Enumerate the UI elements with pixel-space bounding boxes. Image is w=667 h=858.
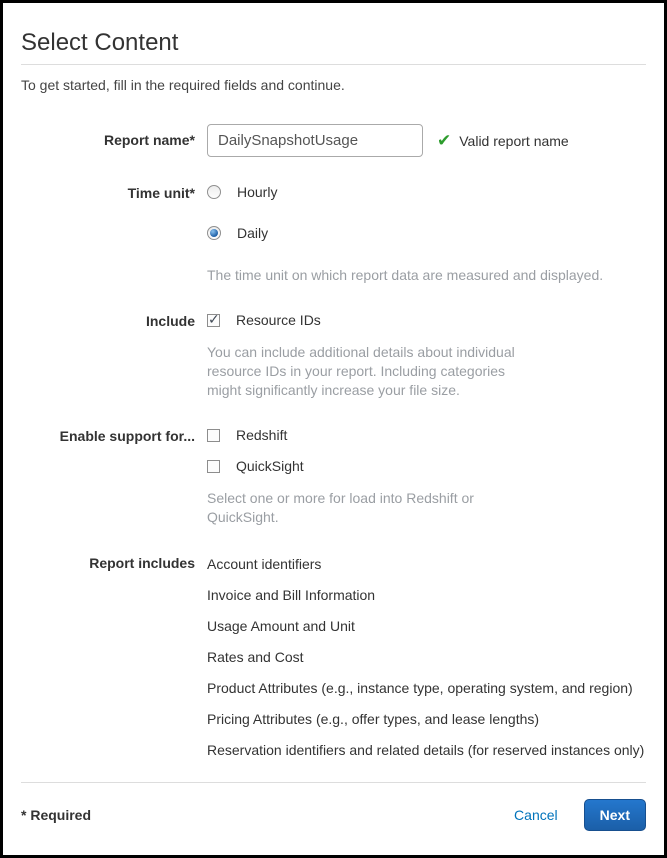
footer	[21, 782, 646, 855]
page-subtitle: To get started, fill in the required fields and continue.	[21, 77, 345, 93]
checkbox-quicksight-icon[interactable]	[207, 460, 220, 473]
report-includes-item: Reservation identifiers and related details (for reserved instances only)	[207, 742, 645, 758]
radio-daily-label: Daily	[237, 225, 269, 241]
enable-support-help: Select one or more for load into Redshift or QuickSight.	[207, 490, 474, 525]
report-name-row	[21, 124, 646, 157]
report-includes-item: Product Attributes (e.g., instance type, operating system, and region)	[207, 680, 633, 696]
page-title: Select Content	[21, 29, 179, 56]
report-includes-item: Usage Amount and Unit	[207, 618, 355, 634]
footer-actions	[514, 799, 646, 831]
report-name-input[interactable]	[207, 124, 423, 157]
validation-text: Valid report name	[459, 132, 569, 149]
check-icon: ✔	[437, 131, 452, 150]
time-unit-options	[207, 184, 646, 285]
report-name-content	[207, 124, 646, 157]
include-help: You can include additional details about individual resource IDs in your report. Including categories might significantly increase your file size.	[207, 344, 515, 398]
checkbox-redshift-label: Redshift	[236, 427, 288, 443]
include-row	[21, 312, 646, 400]
cancel-link[interactable]: Cancel	[514, 807, 558, 823]
checkbox-resource-ids-label: Resource IDs	[236, 312, 321, 328]
radio-option-daily[interactable]	[207, 225, 646, 241]
radio-daily-icon[interactable]	[207, 226, 221, 240]
report-includes-row	[21, 554, 646, 759]
page-body	[3, 29, 664, 759]
checkbox-resource-ids-icon[interactable]	[207, 314, 220, 327]
report-name-validation	[437, 132, 569, 149]
include-options	[207, 312, 646, 400]
report-includes-label: Report includes	[89, 555, 195, 571]
include-label: Include	[145, 313, 195, 329]
radio-option-hourly[interactable]	[207, 184, 646, 200]
time-unit-label: Time unit*	[127, 185, 195, 201]
time-unit-help: The time unit on which report data are measured and displayed.	[207, 267, 604, 283]
radio-hourly-icon[interactable]	[207, 185, 221, 199]
report-includes-item: Pricing Attributes (e.g., offer types, and lease lengths)	[207, 711, 540, 727]
enable-support-row	[21, 427, 646, 527]
report-includes-item: Account identifiers	[207, 556, 322, 572]
next-button[interactable]: Next	[584, 799, 646, 831]
title-divider	[21, 64, 646, 65]
checkbox-redshift-icon[interactable]	[207, 429, 220, 442]
checkbox-option-resource-ids[interactable]	[207, 312, 646, 328]
report-name-label: Report name*	[103, 132, 195, 148]
time-unit-row	[21, 184, 646, 285]
checkbox-option-quicksight[interactable]	[207, 458, 646, 474]
report-includes-item: Rates and Cost	[207, 649, 304, 665]
checkbox-option-redshift[interactable]	[207, 427, 646, 443]
radio-hourly-label: Hourly	[237, 184, 278, 200]
enable-support-options	[207, 427, 646, 527]
checkbox-quicksight-label: QuickSight	[236, 458, 304, 474]
footer-row	[21, 783, 646, 855]
report-includes-item: Invoice and Bill Information	[207, 587, 376, 603]
required-note: * Required	[21, 807, 92, 823]
enable-support-label: Enable support for...	[59, 428, 195, 444]
report-includes-list	[207, 554, 646, 759]
